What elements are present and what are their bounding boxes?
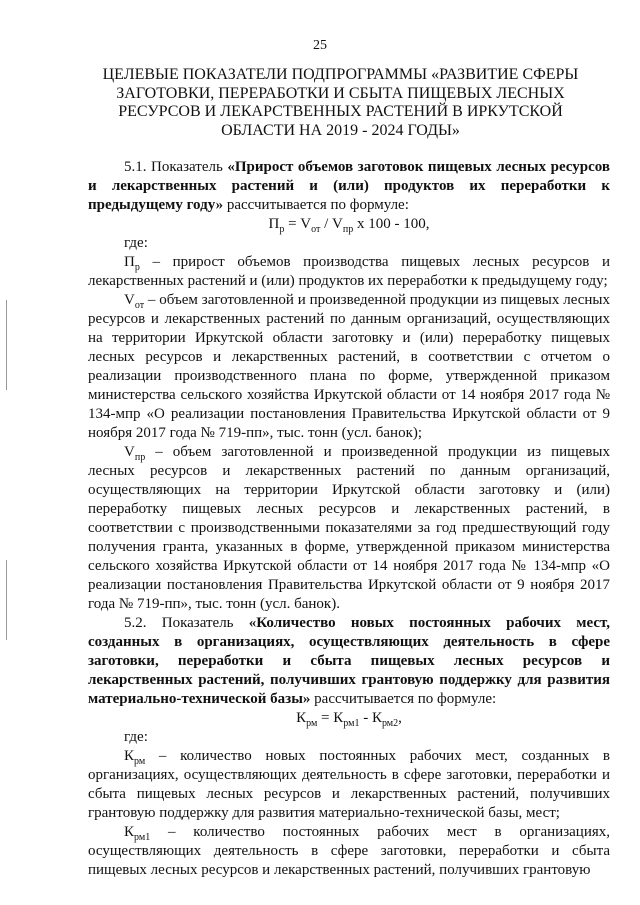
indicator-name: «Количество новых постоянных рабочих мест, созданных в организациях, осуществляющих деятельность в сфере заготовки, переработки и сбыта пищевых лесных ресурсов и лекарственных растений, получивших грантовую поддержку для развития материально-технической базы» xyxy=(88,615,610,707)
document-body xyxy=(88,158,610,880)
paragraph-5-1: 5.1. Показатель «Прирост объемов заготовок пищевых лесных ресурсов и лекарственных растений и (или) продуктов их переработки к предыдущему году» рассчитывается по формуле: xyxy=(88,159,610,213)
definition-vpr: $V_{пр}$ – объем заготовленной и произведенной продукции из пищевых лесных ресурсов и лекарственных растений по данным организаций, осуществляющих на территории Иркутской области заготовку и (или) переработку пищевых лесных ресурсов и лекарственных растений, в соответствии с производственными показателями за год предшествующий году получения гранта, указанных в форме, утвержденной приказом министерства сельского хозяйства Иркутской области от 14 ноября 2017 года № 134-мпр «О реализации постановления Правительства Иркутской области от 9 ноября 2017 года № 719-пп», тыс. тонн (усл. банок). xyxy=(88,444,610,612)
definition-pr: $П_р$ – прирост объемов производства пищевых лесных ресурсов и лекарственных растений и (или) продуктов их переработки к предыдущему году; xyxy=(88,254,610,289)
margin-line xyxy=(6,560,7,640)
section-title: ЦЕЛЕВЫЕ ПОКАЗАТЕЛИ ПОДПРОГРАММЫ «РАЗВИТИЕ СФЕРЫ ЗАГОТОВКИ, ПЕРЕРАБОТКИ И СБЫТА ПИЩЕВЫХ ЛЕСНЫХ РЕСУРСОВ И ЛЕКАРСТВЕННЫХ РАСТЕНИЙ В ИРКУТСКОЙ ОБЛАСТИ НА 2019 - 2024 ГОДЫ» xyxy=(102,66,579,139)
margin-line xyxy=(6,300,7,390)
definition-krm1: $К_{рм1}$ – количество постоянных рабочих мест в организациях, осуществляющих деятельность в сфере заготовки, переработки и сбыта пищевых лесных ресурсов и лекарственных растений, получивших грантовую xyxy=(88,824,610,878)
where-label: где: xyxy=(124,235,148,251)
paragraph-5-2: 5.2. Показатель «Количество новых постоянных рабочих мест, созданных в организациях, осуществляющих деятельность в сфере заготовки, переработки и сбыта пищевых лесных ресурсов и лекарственных растений, получивших грантовую поддержку для развития материально-технической базы» рассчитывается по формуле: xyxy=(88,615,610,707)
page-number: 25 xyxy=(313,38,327,53)
where-label: где: xyxy=(124,729,148,745)
formula-5-1: $П_р = V_{от} / V_{пр}$ х 100 - 100, xyxy=(268,216,430,235)
formula-5-2: $К_{рм} = К_{рм1} - К_{рм2}$, xyxy=(296,710,402,729)
indicator-name: «Прирост объемов заготовок пищевых лесных ресурсов и лекарственных растений и (или) продуктов их переработки к предыдущему году» xyxy=(88,159,610,213)
definition-vot: $V_{от}$ – объем заготовленной и произведенной продукции из пищевых лесных ресурсов и лекарственных растений по данным организаций, осуществляющих на территории Иркутской области заготовку и (или) переработку пищевых лесных ресурсов и лекарственных растений, в соответствии с отчетом о реализации производственного плана по форме, утвержденной приказом министерства сельского хозяйства Иркутской области от 14 ноября 2017 года № 134-мпр «О реализации постановления Правительства Иркутской области от 9 ноября 2017 года № 719-пп», тыс. тонн (усл. банок); xyxy=(88,292,610,441)
definition-krm: $К_{рм}$ – количество новых постоянных рабочих мест, созданных в организациях, осуществляющих деятельность в сфере заготовки, переработки и сбыта пищевых лесных ресурсов и лекарственных растений, получивших грантовую поддержку для развития материально-технической базы, мест; xyxy=(88,748,610,821)
